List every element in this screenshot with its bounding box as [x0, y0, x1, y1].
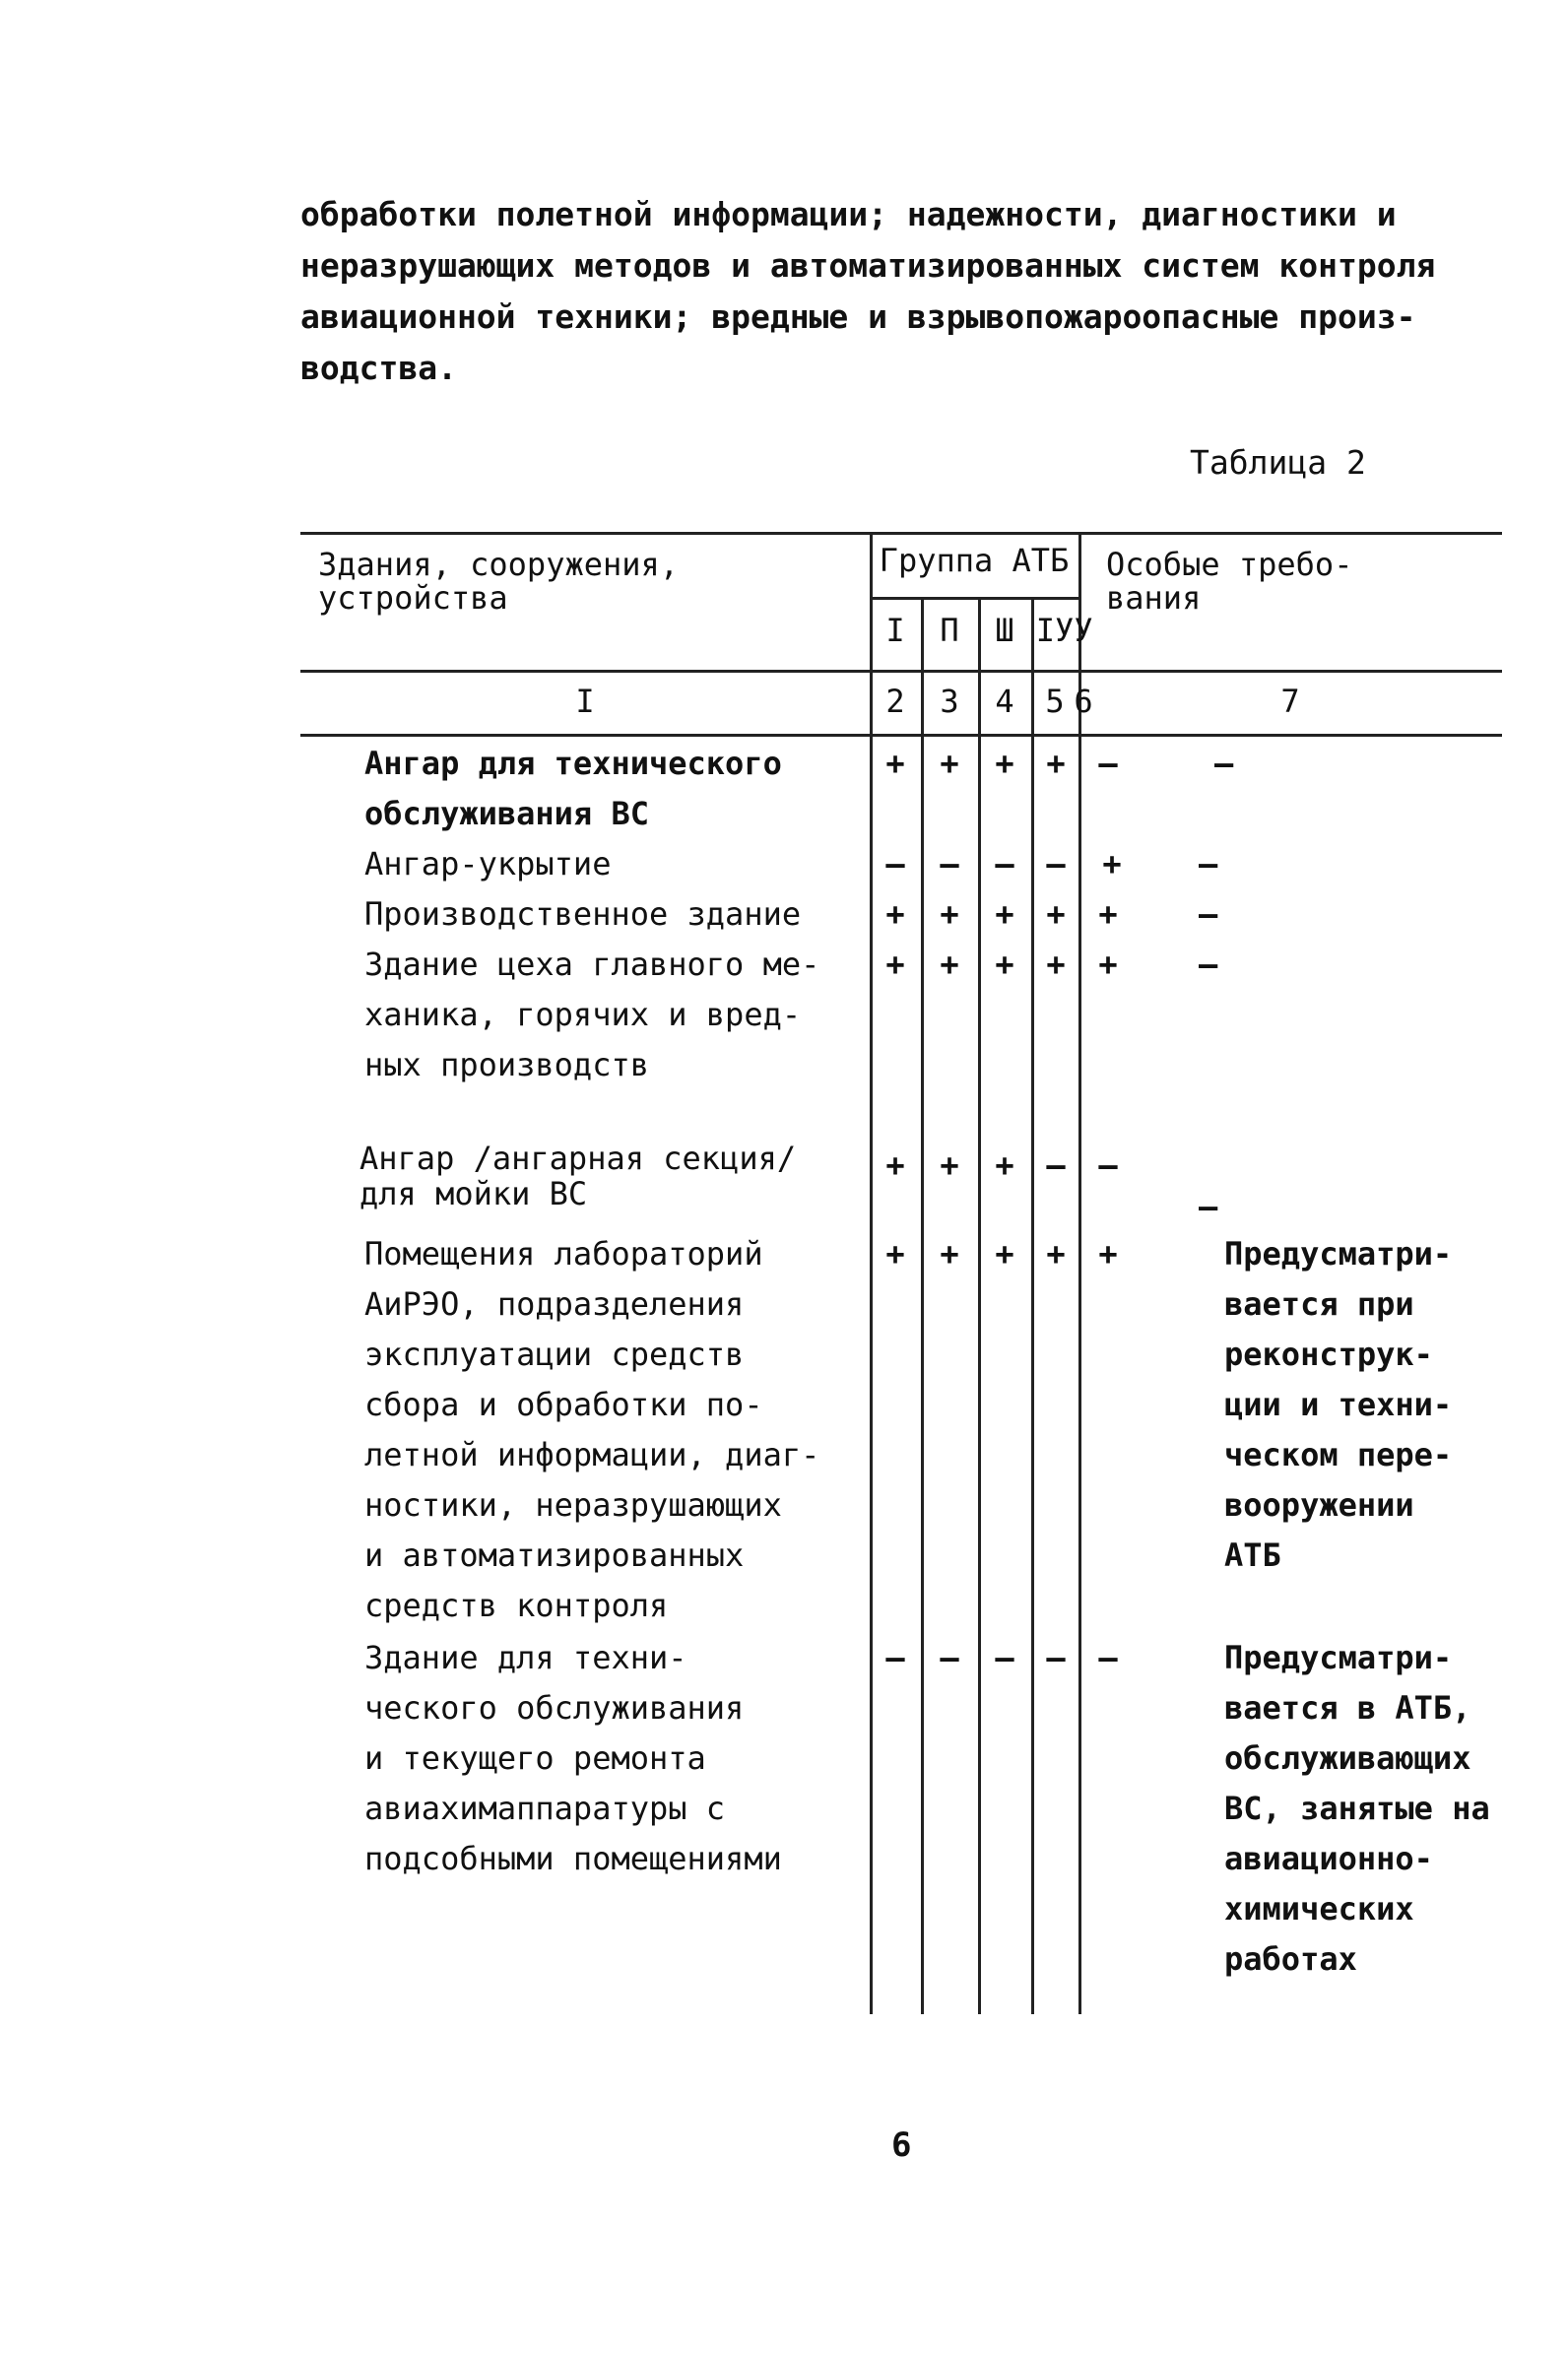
- row6-mark-g5: +: [1098, 1235, 1118, 1273]
- row4-mark-g1: +: [885, 946, 905, 983]
- row5-note: –: [1199, 1188, 1218, 1225]
- header-group-5: У: [1074, 612, 1093, 649]
- row-agro-equipment-building: Здание для техни- ческого обслуживания и текущего ремонта авиахимаппаратуры с подсобными помещениями: [364, 1639, 782, 1877]
- row-hangar-maintenance: Ангар для технического обслуживания ВС: [364, 745, 782, 832]
- row1-note: –: [1214, 745, 1234, 782]
- group-subheader-rule: [870, 597, 1078, 600]
- col-divider-3: [978, 597, 981, 2014]
- numbers-bottom-rule: [300, 734, 1502, 737]
- page-number: 6: [891, 2125, 912, 2165]
- row1-mark-g2: +: [940, 745, 959, 782]
- row3-note: –: [1199, 895, 1218, 933]
- colnum-4: 4: [995, 683, 1014, 720]
- row-hangar-washing: Ангар /ангарная секция/ для мойки ВС: [359, 1140, 797, 1212]
- colnum-7: 7: [1280, 683, 1300, 720]
- row7-mark-g5: –: [1098, 1639, 1118, 1676]
- row7-note: Предусматри- вается в АТБ, обслуживающих ВС, занятые на авиационно- химических работах: [1224, 1639, 1490, 1978]
- row6-mark-g3: +: [995, 1235, 1014, 1273]
- row4-mark-g4: +: [1046, 946, 1066, 983]
- header-buildings: Здания, сооружения, устройства: [318, 546, 680, 617]
- row2-mark-g4: –: [1046, 845, 1066, 882]
- row3-mark-g3: +: [995, 895, 1014, 933]
- col-divider-4: [1031, 597, 1034, 2014]
- col-divider-2: [921, 597, 924, 2014]
- header-group-atb: Группа АТБ: [879, 542, 1070, 579]
- row3-mark-g2: +: [940, 895, 959, 933]
- row7-mark-g2: –: [940, 1639, 959, 1676]
- colnum-5: 5: [1045, 683, 1065, 720]
- row1-mark-g3: +: [995, 745, 1014, 782]
- header-group-3: Ш: [995, 612, 1014, 649]
- row6-note: Предусматри- вается при реконструк- ции и техни- ческом пере- вооружении АТБ: [1224, 1235, 1453, 1574]
- row7-mark-g1: –: [885, 1639, 905, 1676]
- row4-mark-g2: +: [940, 946, 959, 983]
- row2-mark-g2: –: [940, 845, 959, 882]
- row-production-building: Производственное здание: [364, 895, 802, 933]
- row3-mark-g1: +: [885, 895, 905, 933]
- row2-mark-g5: +: [1102, 845, 1122, 882]
- row4-mark-g3: +: [995, 946, 1014, 983]
- row6-mark-g2: +: [940, 1235, 959, 1273]
- colnum-2: 2: [885, 683, 905, 720]
- row6-mark-g1: +: [885, 1235, 905, 1273]
- header-group-2: П: [940, 612, 959, 649]
- row-hangar-shelter: Ангар-укрытие: [364, 845, 612, 882]
- row1-mark-g1: +: [885, 745, 905, 782]
- row2-mark-g1: –: [885, 845, 905, 882]
- row7-mark-g4: –: [1046, 1639, 1066, 1676]
- row4-mark-g5: +: [1098, 946, 1118, 983]
- row5-mark-g1: +: [885, 1146, 905, 1184]
- colnum-6: 6: [1074, 683, 1093, 720]
- row3-mark-g5: +: [1098, 895, 1118, 933]
- table-caption: Таблица 2: [1190, 443, 1366, 482]
- table-top-rule: [300, 532, 1502, 535]
- header-special-requirements: Особые требо- вания: [1106, 546, 1353, 617]
- row2-mark-g3: –: [995, 845, 1014, 882]
- row-laboratories: Помещения лабораторий АиРЭО, подразделения эксплуатации средств сбора и обработки по- летной информации, диаг- ностики, неразрушающих и автоматизированных средств контроля: [364, 1235, 820, 1624]
- colnum-3: 3: [940, 683, 959, 720]
- row5-mark-g2: +: [940, 1146, 959, 1184]
- row6-mark-g4: +: [1046, 1235, 1066, 1273]
- table-2: [300, 532, 1502, 2019]
- header-group-4: IУ: [1035, 612, 1075, 649]
- header-bottom-rule: [300, 670, 1502, 673]
- row4-note: –: [1199, 946, 1218, 983]
- row-chief-mechanic-workshop: Здание цеха главного ме- ханика, горячих и вред- ных производств: [364, 946, 820, 1083]
- row1-mark-g5: –: [1098, 745, 1118, 782]
- row5-mark-g5: –: [1098, 1146, 1118, 1184]
- row5-mark-g3: +: [995, 1146, 1014, 1184]
- header-group-1: I: [885, 612, 905, 649]
- colnum-1: I: [575, 683, 595, 720]
- intro-paragraph: обработки полетной информации; надежности, диагностики и неразрушающих методов и автоматизированных систем контроля авиационной техники; вредные и взрывопожароопасные произ- водства.: [300, 195, 1436, 387]
- row7-mark-g3: –: [995, 1639, 1014, 1676]
- row3-mark-g4: +: [1046, 895, 1066, 933]
- row2-note: –: [1199, 845, 1218, 882]
- row1-mark-g4: +: [1046, 745, 1066, 782]
- row5-mark-g4: –: [1046, 1146, 1066, 1184]
